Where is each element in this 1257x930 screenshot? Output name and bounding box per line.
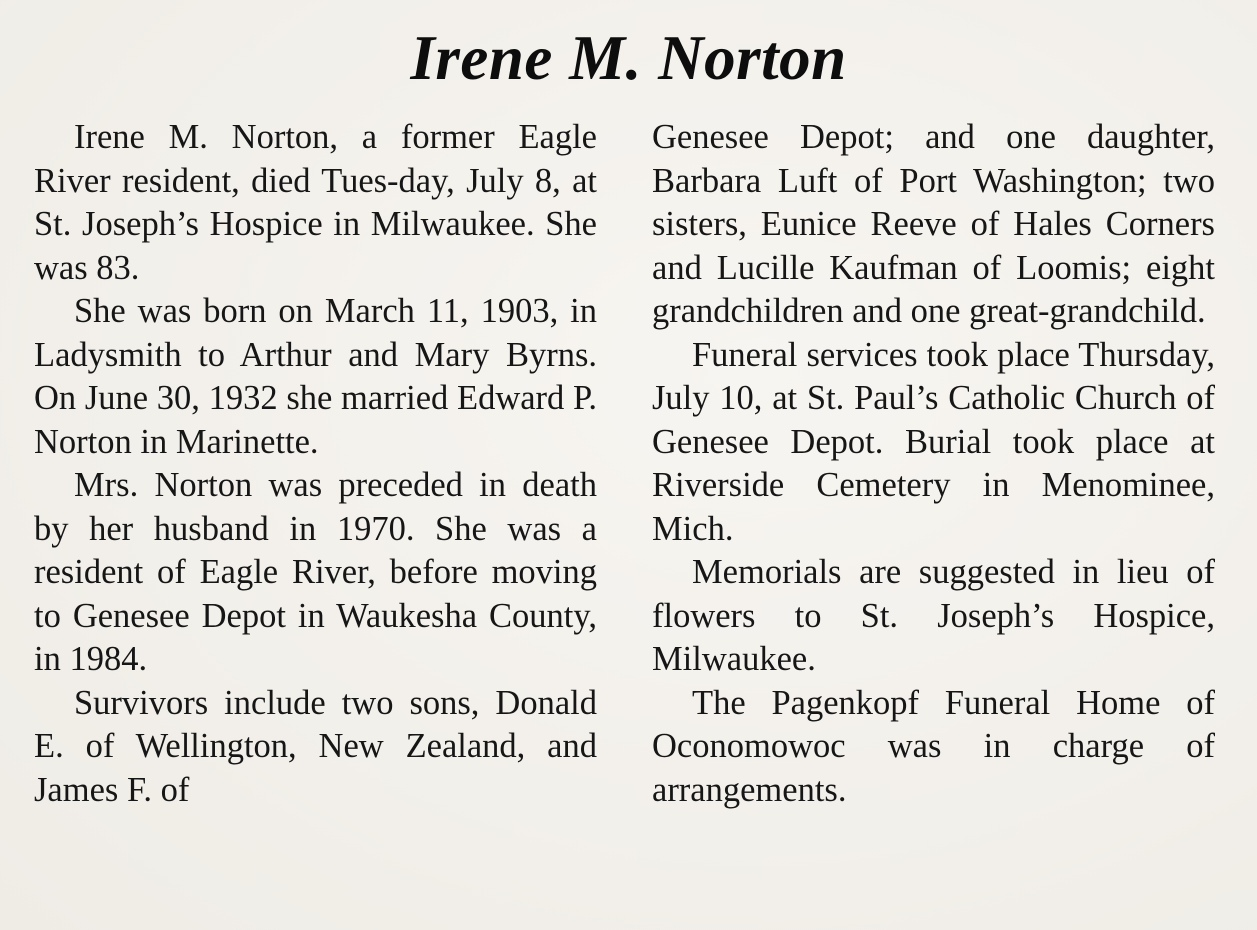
paragraph-survivors-start: Survivors include two sons, Donald E. of Wellington, New Zealand, and James F. of bbox=[34, 683, 597, 809]
paragraph-birth-marriage: She was born on March 11, 1903, in Ladysmith to Arthur and Mary Byrns. On June 30, 1932 she married Edward P. Norton in Marinette. bbox=[34, 292, 597, 461]
paragraph-death-notice: Irene M. Norton, a former Eagle River resident, died Tues-day, July 8, at St. Joseph’s Hospice in Milwaukee. She was 83. bbox=[34, 118, 597, 287]
paragraph-funeral-home: The Pagenkopf Funeral Home of Oconomowoc was in charge of arrangements. bbox=[652, 683, 1215, 809]
left-column bbox=[34, 116, 597, 812]
obituary-headline: Irene M. Norton bbox=[410, 23, 847, 93]
paragraph-memorials: Memorials are suggested in lieu of flowers to St. Joseph’s Hospice, Milwaukee. bbox=[652, 553, 1215, 678]
right-column bbox=[652, 116, 1215, 812]
paragraph-funeral-services: Funeral services took place Thursday, July 10, at St. Paul’s Catholic Church of Genesee Depot. Burial took place at Riverside Cemetery in Menominee, Mich. bbox=[652, 335, 1215, 548]
paragraph-residence: Mrs. Norton was preceded in death by her husband in 1970. She was a resident of Eagle River, before moving to Genesee Depot in Waukesha County, in 1984. bbox=[34, 466, 597, 678]
paragraph-survivors-continued: Genesee Depot; and one daughter, Barbara Luft of Port Washington; two sisters, Eunice Reeve of Hales Corners and Lucille Kaufman of Loomis; eight grandchildren and one great-grandchild. bbox=[652, 118, 1215, 330]
